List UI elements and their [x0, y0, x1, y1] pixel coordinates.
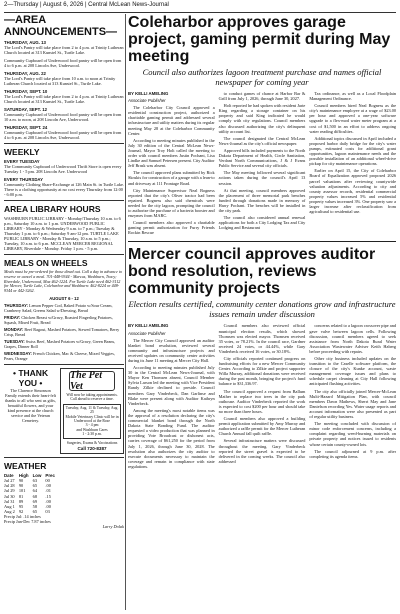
paragraph: The council approved a request from Ballum Mather to replace two trees in the city park outhouse. Auditor Vinderbeck reported the work is expected to cost $200 per hour and should take no more than three hours. — [218, 388, 306, 414]
paragraph: The council adjourned at 9 p.m. after completing its agenda items. — [309, 448, 396, 459]
paragraph: The council approved plans submitted by Rick Skrukis for construction of a garage with a lean-to and driveway at 111 Frontage Road. — [128, 170, 215, 186]
pet-vet-services: Surgeries, Exams & Vaccinations — [66, 440, 118, 445]
story2-byline-role: Associate Publisher — [128, 330, 166, 336]
meal-item — [4, 303, 124, 313]
story2-col3 — [309, 323, 396, 471]
announcements-date: THURSDAY, SEPT. 10 — [4, 89, 48, 94]
meal-day: MONDAY: — [4, 326, 24, 332]
paragraph: The city also officially joined Mercer-McLean Multi-Hazard Mitigation Plan, with council members Dawn Mathews, Sherri May and Jane Danielson recording Yes. Water usage reports and account information were also presented as part of regular utility business. — [309, 388, 396, 420]
weather-cell: 95 — [18, 504, 24, 510]
weather-cell: 90 — [18, 478, 24, 484]
weather-cell: 81 — [18, 493, 24, 499]
story2-headline: Mercer council approves auditor bond resolution, reviews community projects — [128, 246, 376, 298]
page-header: 2—Thursday | August 6, 2026 | Central McLean News-Journal — [4, 2, 396, 13]
main-content — [128, 14, 396, 612]
weekly-date: EVERY TUESDAY — [4, 159, 40, 164]
announcements-item — [4, 107, 124, 122]
weather-cell: .00 — [45, 498, 51, 504]
weekly-item — [4, 159, 124, 174]
weather-header: Prec — [45, 473, 55, 479]
paragraph: The Mercer City Council approved an auditor blanket bond resolution, reviewed several community and infrastructure projects and received updates on community center activities during its June 11 meeting at Mercer City Hall. — [128, 337, 215, 363]
meal-day: TUESDAY: — [4, 338, 25, 344]
story1-byline: BY KELLI AMELING — [128, 91, 169, 96]
announcements-item — [4, 40, 124, 55]
paragraph: City officials reported continued progress on fundraising efforts for a new Mercer Community Center. According to Zilkie and project supporter Willa Murray, additional donations were received during the past month, bringing the project's fund balance to $31,336.97. — [218, 356, 306, 387]
story1-subhead: Council also authorizes lagoon treatment purchase and names official newspaper for coming year — [142, 67, 382, 87]
announcements-list — [4, 40, 124, 140]
weather-cell: Jul 29 — [4, 488, 15, 494]
weather-header: Low — [32, 473, 42, 479]
divider — [4, 457, 124, 458]
paragraph: Earlier on April 15, the City of Coleharbor Board of Equalization approved proposed 2026 parcel valuations after reviewing countywide valuation adjustments. According to city and county assessor records, residential commercial property values increased 5% and residential property values increased 3%. One property saw a larger increase after reclassification from agricultural to residential use. — [309, 168, 396, 215]
announcements-text: Community Cupboard of Underwood food pantry will be open from 4 to 6 p.m. at 208 Lincoln Ave, Underwood. — [4, 130, 122, 140]
meals-title: MEALS ON WHEELS — [4, 258, 88, 268]
pet-vet-dates-box — [63, 404, 121, 439]
weather-cell: .00 — [45, 504, 51, 510]
paragraph: Tax ordinance, as well as a Local Floodplain Management Ordinance. — [309, 91, 396, 102]
announcements-date: THURSDAY, AUG. 13 — [4, 40, 46, 45]
paragraph: Council members hired Neal Bogness as the city's maintenance employee at a wage of $23.00 per hour and approved a one-year software upgrade to a flex-mod water meter program at a cost of $1,500 in an effort to address ongoing water reading difficulties. — [309, 103, 396, 134]
meal-menu: French Chicken, Mac & Cheese, Mixed Veggies, Pears, Orange — [4, 350, 115, 361]
story2-byline: BY KELLI AMELING — [128, 323, 169, 329]
weather-signature: Larry Dolak — [102, 524, 124, 530]
pet-vet-washburn: and Washburn Cares — [76, 427, 108, 432]
story1-col2 — [219, 91, 306, 237]
weather-cell: 69 — [32, 498, 38, 504]
meal-item — [4, 339, 124, 349]
announcements-item — [4, 58, 124, 68]
weather-notes — [4, 514, 124, 524]
weather-cell: Jul 30 — [4, 493, 15, 499]
paragraph: Council members also reviewed official municipal election results, which showed Thomsen was elected mayor. Thomsen received 35 votes, or 78.21%. In the council race, Gardner received 24 votes, or 44.44%, while Gary Vinderbeck received 16 votes, or 30.18%. — [218, 323, 306, 354]
left-column — [4, 14, 124, 612]
story2-col2 — [219, 323, 306, 471]
column-rule — [125, 14, 126, 610]
meal-day: FRIDAY: — [4, 314, 21, 320]
announcements-text: Community Cupboard of Underwood food pantry will be open from 4 to 6 p.m. at 208 Lincoln Ave, Underwood. — [4, 58, 122, 68]
paragraph: According to meeting minutes published in the July 30 edition of the Central McLean News-Journal, Mayor Troy Holt called the meeting to order with council members Justin Pochant, Lisa Lindke and Samuel Petersen present. City Auditor Jeff Brask was absent. — [128, 137, 215, 169]
area-announcements-title: —AREA ANNOUNCEMENTS— — [4, 14, 118, 38]
announcements-item — [4, 125, 124, 140]
story1-col3 — [309, 91, 396, 237]
pet-vet-logo: The Pet Vet — [69, 371, 115, 391]
pet-vet-phone: Call 720-8387 — [77, 446, 107, 452]
meals-week: AUGUST 6 - 12 — [49, 295, 79, 301]
weather-cell: .15 — [45, 493, 51, 499]
weather-cell: 00 — [45, 478, 50, 484]
library-title: AREA LIBRARY HOURS — [4, 204, 101, 214]
divider — [4, 143, 124, 144]
divider — [4, 254, 124, 255]
story2-subhead: Election results certified, community center donations grow and infrastructure issues remain under discussion — [128, 299, 396, 319]
weather-table — [4, 473, 59, 514]
weekly-list — [4, 159, 124, 197]
divider — [4, 364, 124, 365]
weather-cell: Jul 31 — [4, 498, 15, 504]
weather-cell: 64 — [32, 488, 38, 494]
paragraph: According to meeting minutes published July 30 in the Central McLean News-Journal, with Mayor Ken Thomsen absent, Council Member Sylvia Larson led the meeting with Vice President Randy Zilkie declined to preside. Council members Gary Vinderbeck, Dan Garlinse and Blake were present along with Auditor Kathryn Vinderbeck. — [128, 365, 215, 406]
weather-cell: Jul 28 — [4, 483, 15, 489]
weather-cell: 68 — [32, 493, 38, 499]
story1-byline-role: Associate Publisher — [128, 98, 166, 104]
meal-menu: Chicken Breast w/Gravy, Roasted Fingerling Potatoes, Squash, Mixed Fruit, Bread — [4, 314, 113, 325]
weekly-text: Community Clothing Share-Exchange at 126 Main St. in Turtle Lake. There is a clothing opportunity at no cost every Thursday from 12:00 - 6:00 p.m. — [4, 182, 124, 197]
pet-vet-ad — [60, 368, 124, 454]
announcements-text: The Lord's Pantry will take place from 2 to 4 p.m. at Trinity Lutheran Church located at 313 Kunstel St., Turtle Lake. — [4, 45, 124, 55]
weather-note: Precip Jul: .14 inches — [4, 514, 41, 520]
pet-vet-dates: Tuesday, Aug. 11 & Tuesday, Aug. 25 — [65, 405, 119, 415]
meals-intro: Meals must be pre-ordered for those dined out. Call a day in advance to reserve or cancel a meal. 701-448-9344 - Marcus, Washburn, Tracy; Riverdale, Underwood, Max 462-1224. For Turtle Lake need 462-3112 for Mercer, Turtle Lake, Coleharbor and Washburn: 462-8224 or 448-9344 or 442-3262. — [4, 269, 123, 294]
story2-body — [128, 323, 396, 471]
paragraph: The meeting concluded with discussion of minor code enforcement concerns, including a complaint regarding weed-burning materials on private property and notices issued to residents whose certain county-owned lots. — [309, 421, 396, 447]
weather-header: Date — [4, 473, 14, 479]
paragraph: concerns related to a lagoon crossover pipe and gave valve between lagoon cells. Following discussion, council members agreed to seek assistance from North Dakota Rural Water Association Wastewater Adviser Keith Haberg before proceeding with repairs. — [309, 323, 396, 354]
meal-menu: Swiss Beef, Mashed Potatoes w/Gravy, Green Beans, Grapes, Dinner Roll — [4, 338, 116, 349]
story-divider — [128, 241, 396, 242]
weekly-text: The Community Cupboard of Underwood Thrift Store is open every Tuesday 1 - 5 pm. 208 Lincoln Ave. Underwood — [4, 164, 122, 174]
weather-cell: Jul 27 — [4, 478, 15, 484]
paragraph: to conduct games of chance at Harbor Bar & Grill from July 1, 2026, through June 30, 2027. — [218, 91, 306, 102]
weather-cell: 90 — [18, 483, 24, 489]
story1-headline: Coleharbor approves garage project, gaming permit during May meeting — [128, 14, 391, 65]
paragraph: Holt reported he had spoken with resident Jarie King regarding a storage container on his property and said King indicated he would comply with city regulations. Council members also discussed authorizing the city's delinquent utility account list. — [218, 103, 306, 134]
announcements-text: The Lord's Pantry will take place from 10 a.m. to noon at Trinity Lutheran Church located at 313 Kunstel St., Turtle Lake. — [4, 76, 116, 86]
meal-item — [4, 351, 124, 361]
paragraph: Council members also approved a building permit application submitted by Amy Murray and authorized a raffle permit for the Mercer Lutheran Church Annual fall quilt raffle. — [218, 416, 306, 437]
weather-title: WEATHER — [4, 461, 47, 472]
pet-vet-clinic-time: 3 - 4 pm — [85, 423, 99, 428]
meal-item — [4, 315, 124, 325]
weather-cell: 65 — [32, 483, 38, 489]
weather-cell: 65 — [32, 509, 38, 515]
meal-menu: Beef Ragout, Mashed Potatoes, Stewed Tomatoes, Berry Crisp, Bread — [4, 326, 120, 337]
meal-item — [4, 327, 124, 337]
announcements-item — [4, 89, 124, 104]
paragraph: Additional topics discussed in April included a proposed harbor daily bridge for the city's water pumps, estimated costs for additional grant opportunities, lagoon maintenance needs and the possible installation of an additional wheel-drive pickup for city maintenance operations. — [309, 135, 396, 167]
thank-you-notice — [4, 368, 57, 454]
weather-cell: .00 — [45, 483, 51, 489]
meals-list — [4, 303, 124, 361]
weather-cell: 63 — [32, 478, 38, 484]
meal-day: THURSDAY: — [4, 302, 28, 308]
paragraph: City Maintenance Supervisor Neal Bogness reported that the city's Oliver tractor had been repaired. Bogness also said chemicals were needed for the city lagoon, prompting the council to authorize the purchase of a bacteria booster and enzymes from MARC. — [128, 187, 215, 219]
weather-cell: Aug 2 — [4, 509, 15, 515]
weather-cell: 89 — [18, 498, 24, 504]
thank-you-title: • THANK YOU • — [13, 367, 49, 388]
thank-you-text: The Clarence Simonson Family extends their heart-felt thanks to all who sent us gifts, beautiful flowers, and your kind presence at the church service and the Veteran Cemetery. — [5, 387, 56, 423]
weather-note: Precip Jan-Dec 7.87 inches — [4, 519, 51, 525]
weekly-title: WEEKLY — [4, 147, 40, 157]
paragraph: Several infrastructure matters were discussed throughout the meeting. Gary Vinderbeck reported the street gravel is expected to be delivered in the coming weeks. The council also addressed — [218, 438, 306, 464]
weather-cell: 101 — [18, 488, 26, 494]
pet-vet-clinic: Mobile Veterinary Clinic will be in Underwood at the Rose — [65, 414, 119, 424]
paragraph: Other city business included updates on the transition to the Caselle software platform, the closure of the city's Kunke account, waste management coverage issues and plans to schedule carpet cleaning at City Hall following anticipated flushing activities. — [309, 356, 396, 387]
weekly-item — [4, 177, 124, 197]
announcements-date: SATURDAY, SEPT. 12 — [4, 107, 47, 112]
weekly-date: EVERY THURSDAY — [4, 177, 44, 182]
meal-day: WEDNESDAY: — [4, 350, 32, 356]
divider — [4, 200, 124, 201]
weather-cell: 03 — [45, 509, 50, 515]
weather-cell: 92 — [18, 509, 24, 515]
paragraph: The council designated the Central McLean News-Journal as the city's official newspaper. — [218, 135, 306, 146]
paragraph: The May meeting followed several significant actions taken during the council's April 13 session. — [218, 170, 306, 186]
weather-cell: 58 — [32, 504, 38, 510]
paragraph: Among the meeting's most notable items was the approval of a resolution declaring the city's commercial blanket bond through the North Dakota State Bonding Fund. The auditor requested a video production that was planned in providing Vote Broadcast or dishonest acts, carries coverage of $61,250 for the period from July 1, 2026, through June 30, 2028. The resolution also authorizes the city auditor to execute documents necessary to maintain the coverage and remain in compliance with state regulations. — [128, 407, 215, 469]
pet-vet-text: Will now be taking appointments. Call ahead to reserve a time. — [66, 392, 118, 402]
weather-cell: .01 — [45, 488, 51, 494]
story1-body — [128, 91, 396, 237]
weather-cell: Aug 1 — [4, 504, 15, 510]
announcements-date: THURSDAY, SEPT. 24 — [4, 125, 48, 130]
meal-menu: Lemon Pepper Cod, Baked Potato w/Sour Cream, Cranberry Salad, Greens Salad w/Dressing, Bread — [4, 302, 113, 313]
paragraph: The council also considered annual renewal applications for both a City Lodging Tax and City Lodging and Restaurant — [218, 215, 306, 231]
story1-col1 — [128, 91, 215, 237]
announcements-item — [4, 71, 124, 86]
paragraph: Approved bills included payments to the North Dakota Department of Health, Circle Sanitation, Verdant North Communications, J & J Evans Public Service and several city officials. — [218, 147, 306, 169]
pet-vet-washburn-time: 1 - 2:30 p.m. — [82, 432, 102, 437]
story2-col1 — [128, 323, 215, 471]
announcements-date: THURSDAY, AUG. 22 — [4, 71, 46, 76]
announcements-text: The Lord's Pantry will take place from 2 to 4 p.m. at Trinity Lutheran Church located at 313 Kunstel St., Turtle Lake. — [4, 94, 124, 104]
weather-header: High — [18, 473, 29, 479]
paragraph: At that meeting, council members approved the placement of three memorial park benches funded through donations made in memory of Harry Pochant. The benches will be installed in the city park. — [218, 187, 306, 213]
paragraph: The Coleharbor City Council approved a residential construction project, authorized a charitable gaming permit and addressed several infrastructure and utility matters during its regular meeting May 28 at the Coleharbor Community Center. — [128, 105, 215, 136]
library-hours: WASHBURN PUBLIC LIBRARY - Monday/Thursday 10 a.m. to 6 p.m., Saturday 10 a.m. to 1 p.m. UNDERWOOD PUBLIC LIBRARY - Monday & Wednesday 9 a.m. to 7 p.m.; Tuesday & Thursday 1 p.m. to 6 p.m.; Saturday 9 am-12 pm. TURTLE LAKE PUBLIC LIBRARY - Monday & Thursday, 10 a.m. to 5 p.m.; Tuesday, 10 a.m. to 6 p.m. MCCLEAN MERCER REGIONAL LIBRARY, Riverdale - Monday. Friday 1 p.m. - 5 p.m. — [4, 216, 121, 251]
announcements-text: Community Cupboard of Underwood food pantry will be open from 10 a.m. to noon, at 208 Lincoln Ave, Underwood. — [4, 112, 122, 122]
paragraph: Council members also approved a charitable gaming permit authorization for Furry Friends Rockin Rescue — [128, 220, 215, 236]
